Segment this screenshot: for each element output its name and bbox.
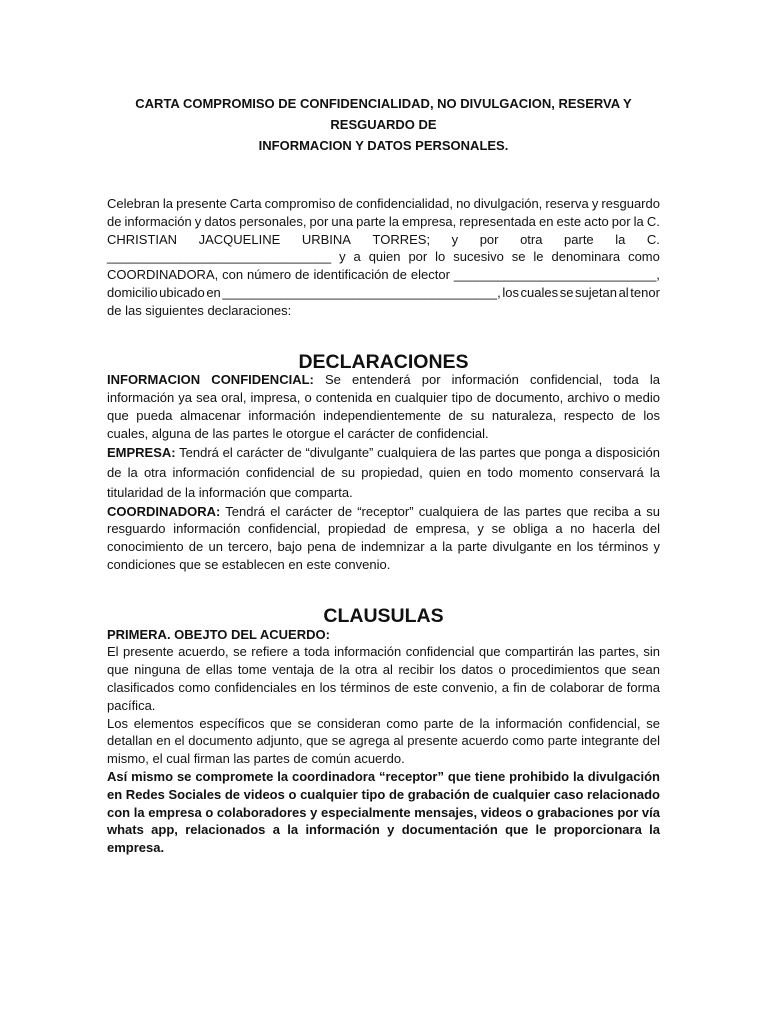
clausulas-heading: CLAUSULAS — [323, 604, 444, 627]
intro-word: URBINA — [301, 231, 351, 247]
intro-word: compromiso — [264, 196, 336, 211]
intro-word: le — [533, 249, 544, 265]
intro-word: de — [107, 213, 122, 229]
intro-word: y — [591, 196, 599, 211]
intro-word: por — [611, 213, 631, 229]
intro-word: C. — [646, 231, 660, 247]
intro-paragraph — [107, 195, 660, 320]
intro-word: lo — [435, 249, 446, 265]
primera-paragraph-3: Así mismo se compromete la coordinadora “receptor” que tiene prohibido la divulgación en Redes Sociales de videos o cualquier tipo de grabación de cualquier caso relacionado con la empresa o colaboradores y especialmente mensajes, videos o grabaciones por vía whats app, relacionados a la información y documentación que le proporcionara la empresa. — [107, 768, 660, 856]
primera-paragraph-1: El presente acuerdo, se refiere a toda información confidencial que compartirán las partes, sin que ninguna de ellas tome ventaja de la otra al recibir los datos o procedimientos que sean clasificados como confidenciales en los términos de este convenio, a fin de colaborar de forma pacífica. — [107, 644, 660, 713]
intro-word: sujetan — [575, 284, 617, 300]
intro-word: Celebran — [107, 196, 160, 211]
intro-word: _______________________________ — [107, 249, 332, 265]
empresa-label: EMPRESA: — [107, 444, 176, 460]
intro-line-7: de las siguientes declaraciones: — [107, 302, 292, 318]
intro-word: por — [479, 231, 499, 247]
intro-word: ____________________________, — [453, 267, 660, 283]
declaraciones-heading: DECLARACIONES — [298, 350, 469, 373]
intro-word: representada — [459, 213, 536, 229]
intro-word: como — [628, 249, 660, 265]
intro-word: domicilio — [107, 284, 158, 300]
intro-word: resguardo — [601, 196, 660, 211]
intro-word: CHRISTIAN — [107, 231, 178, 247]
intro-word: al — [618, 284, 629, 300]
intro-word: se — [511, 249, 526, 265]
intro-word: de — [338, 196, 354, 211]
intro-word: parte — [564, 231, 594, 247]
intro-word: de — [295, 267, 310, 283]
coordinadora-paragraph — [107, 503, 660, 574]
intro-word: no — [456, 196, 471, 211]
empresa-text: Tendrá el carácter de “divulgante” cualquiera de las partes que ponga a disposición de la otra información confidencial de su propiedad, quien en todo momento conservará la titularidad de la información que comparta. — [107, 444, 660, 500]
informacion-confidencial-label: INFORMACION CONFIDENCIAL: — [107, 372, 314, 388]
intro-word: la — [633, 213, 644, 229]
intro-word: la — [162, 196, 173, 211]
intro-word: datos — [204, 213, 237, 229]
coordinadora-text: Tendrá el carácter de “receptor” cualquiera de las partes que reciba a su resguardo información confidencial, propiedad de empresa, y se obliga a no hacerla del conocimiento de un tercero, bajo pena de indemnizar a la parte divulgante en los términos y condiciones que se establecen en este convenio. — [107, 503, 660, 572]
primera-paragraph-2: Los elementos específicos que se consideran como parte de la información confidencial, se detallan en el documento adjunto, que se agrega al presente acuerdo como parte integrante del mismo, el cual firman las partes de común acuerdo. — [107, 715, 660, 767]
intro-line-5 — [107, 266, 660, 284]
intro-word: C. — [646, 213, 660, 229]
intro-word: denominara — [551, 249, 621, 265]
intro-word: Carta — [229, 196, 262, 211]
intro-word: los — [502, 284, 519, 300]
intro-word: quien — [368, 249, 401, 265]
intro-word: una — [331, 213, 354, 229]
intro-word: parte — [356, 213, 386, 229]
intro-word: y — [194, 213, 202, 229]
intro-line-2 — [107, 213, 660, 231]
intro-word: reserva — [545, 196, 589, 211]
intro-word: y — [339, 249, 346, 265]
intro-word: cuales — [520, 284, 559, 300]
intro-word: confidencialidad, — [356, 196, 453, 211]
intro-word: con — [222, 267, 244, 283]
intro-word: a — [353, 249, 361, 265]
intro-word: este — [556, 213, 582, 229]
document-page — [107, 93, 660, 857]
intro-word: divulgación, — [473, 196, 543, 211]
intro-word: se — [559, 284, 574, 300]
informacion-confidencial-text: Se entenderá por información confidencial, toda la información ya sea oral, impresa, o contenida en cualquier tipo de documento, archivo o medio que pueda almacenar información independientemente de su naturaleza, respecto de los cuales, alguna de las partes le otorgue el carácter de confidencial. — [107, 372, 660, 441]
intro-line-6 — [107, 284, 660, 302]
intro-line-4 — [107, 248, 660, 266]
intro-word: ubicado — [159, 284, 205, 300]
intro-word: COORDINADORA, — [107, 267, 219, 283]
intro-word: en — [206, 284, 221, 300]
intro-word: empresa, — [402, 213, 457, 229]
empresa-paragraph — [107, 443, 660, 503]
intro-word: y — [451, 231, 459, 247]
document-title — [107, 93, 660, 156]
intro-word: personales, — [239, 213, 307, 229]
intro-word: por — [309, 213, 329, 229]
intro-word: sucesivo — [453, 249, 504, 265]
intro-word: identificación — [313, 267, 389, 283]
intro-word: de — [392, 267, 407, 283]
intro-word: JACQUELINE — [198, 231, 281, 247]
intro-word: en — [538, 213, 554, 229]
intro-word: información — [124, 213, 192, 229]
intro-word: TORRES; — [372, 231, 431, 247]
primera-heading: PRIMERA. OBEJTO DEL ACUERDO: — [107, 626, 330, 642]
title-line-2: INFORMACION Y DATOS PERSONALES. — [258, 138, 509, 153]
intro-word: la — [615, 231, 626, 247]
intro-line-1 — [107, 195, 660, 213]
intro-word: la — [388, 213, 399, 229]
intro-word: tenor — [630, 284, 660, 300]
intro-line-3 — [107, 231, 660, 249]
intro-word: número — [247, 267, 292, 283]
title-line-1: CARTA COMPROMISO DE CONFIDENCIALIDAD, NO DIVULGACION, RESERVA Y RESGUARDO DE — [135, 96, 632, 132]
intro-word: acto — [584, 213, 609, 229]
informacion-confidencial-paragraph — [107, 371, 660, 442]
intro-word: ______________________________________, — [222, 284, 501, 300]
intro-word: presente — [176, 196, 227, 211]
intro-word: otra — [520, 231, 543, 247]
intro-word: por — [408, 249, 428, 265]
intro-word: elector — [410, 267, 450, 283]
coordinadora-label: COORDINADORA: — [107, 503, 221, 519]
